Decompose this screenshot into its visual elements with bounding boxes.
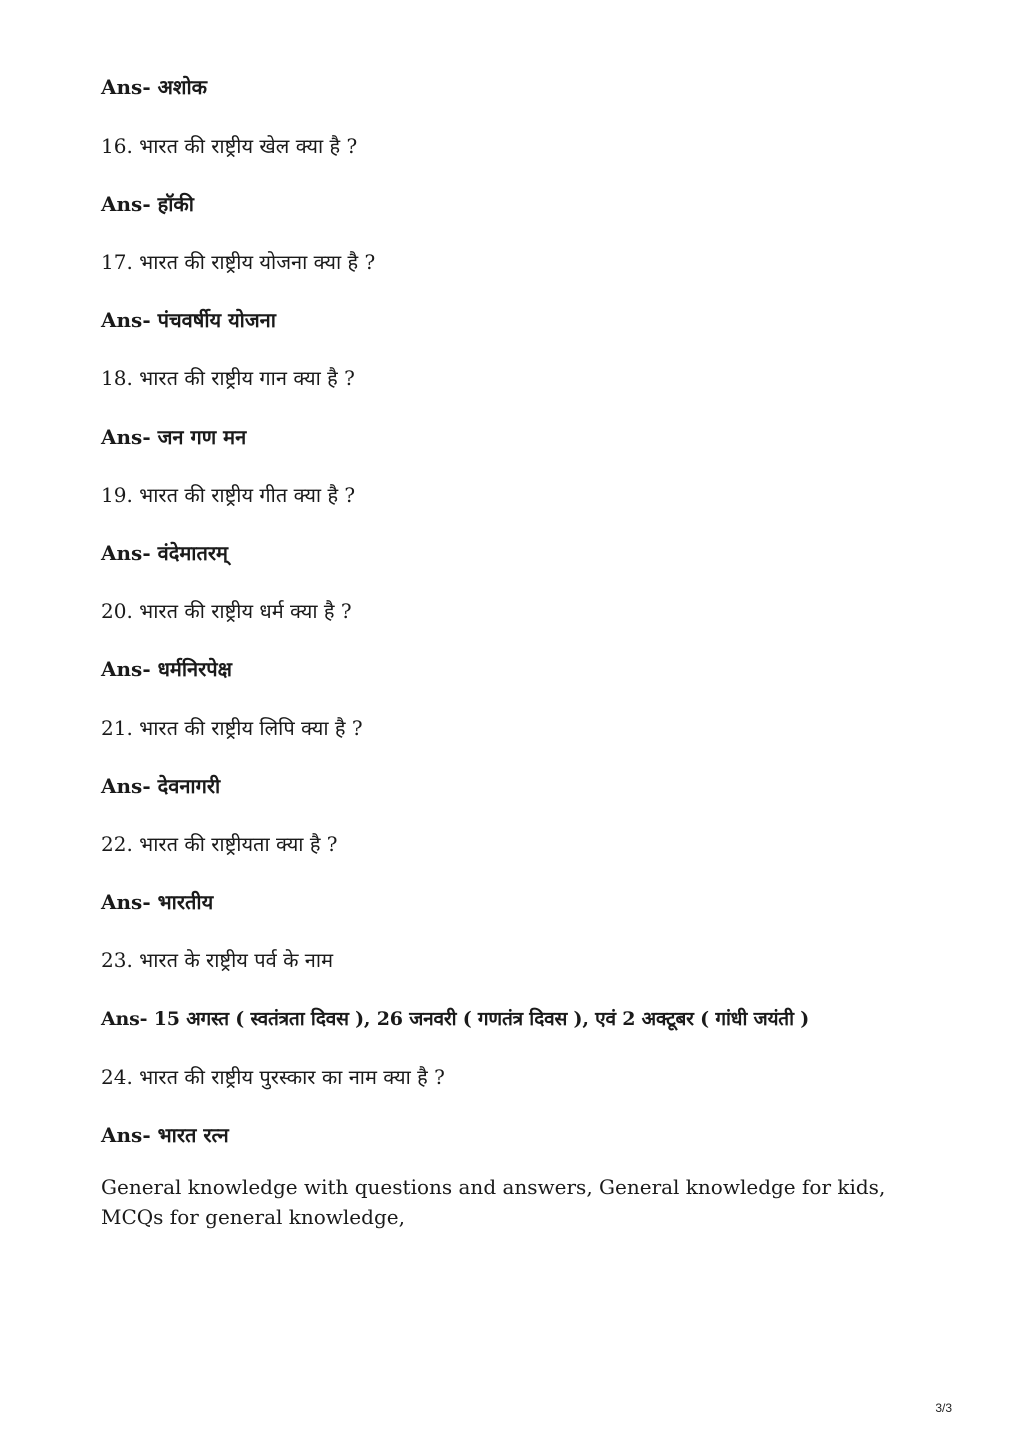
answer-line: Ans- भारत रत्न [101,1123,229,1147]
answer-line: Ans- भारतीय [101,890,214,914]
answer-line: Ans- पंचवर्षीय योजना [101,308,276,332]
question-line: 18. भारत की राष्ट्रीय गान क्या है ? [101,366,355,390]
answer-line: Ans- 15 अगस्त ( स्वतंत्रता दिवस ), 26 जनवरी ( गणतंत्र दिवस ), एवं 2 अक्टूबर ( गांधी जयंती ) [101,1008,810,1030]
answer-line: Ans- धर्मनिरपेक्ष [101,657,233,681]
footer-keywords-text: General knowledge with questions and answers, General knowledge for kids, MCQs for general knowledge, [101,1175,886,1229]
page-number: 3/3 [935,1401,952,1415]
answer-line: Ans- हॉकी [101,192,194,216]
answer-line: Ans- देवनागरी [101,774,221,798]
question-line: 22. भारत की राष्ट्रीयता क्या है ? [101,832,338,856]
question-line: 17. भारत की राष्ट्रीय योजना क्या है ? [101,250,376,274]
question-line: 23. भारत के राष्ट्रीय पर्व के नाम [101,948,334,972]
question-line: 21. भारत की राष्ट्रीय लिपि क्या है ? [101,716,363,740]
question-line: 16. भारत की राष्ट्रीय खेल क्या है ? [101,134,358,158]
answer-line: Ans- वंदेमातरम् [101,541,229,565]
question-line: 19. भारत की राष्ट्रीय गीत क्या है ? [101,483,356,507]
answer-line: Ans- जन गण मन [101,425,247,449]
question-line: 24. भारत की राष्ट्रीय पुरस्कार का नाम क्या है ? [101,1065,445,1089]
question-line: 20. भारत की राष्ट्रीय धर्म क्या है ? [101,599,352,623]
answer-line: Ans- अशोक [101,75,208,99]
